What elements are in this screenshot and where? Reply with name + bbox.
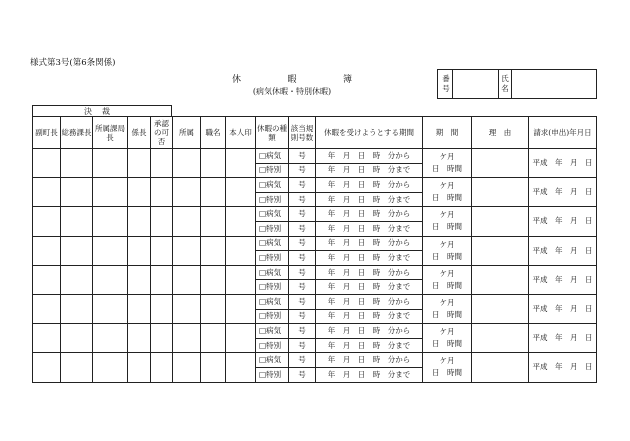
- duration-months: ケ月: [439, 268, 455, 278]
- name-label: 氏名: [501, 74, 509, 93]
- dept-head-cell[interactable]: [93, 265, 128, 294]
- seal-cell[interactable]: [226, 265, 256, 294]
- leave-register-table: [32, 116, 597, 383]
- table-row: [33, 236, 597, 251]
- period-to-cell[interactable]: 年 月 日 時 分まで: [316, 338, 423, 353]
- rule-number-cell[interactable]: 号: [289, 280, 316, 295]
- duration-days: 日 時間: [432, 310, 462, 320]
- special-leave-checkbox[interactable]: □特別: [256, 221, 289, 236]
- position-cell[interactable]: [201, 265, 226, 294]
- approval-cell[interactable]: [151, 353, 173, 382]
- period-from-cell[interactable]: 年 月 日 時 分から: [316, 236, 423, 251]
- header-reason: 理 由: [472, 117, 529, 149]
- section-chief-cell[interactable]: [128, 265, 151, 294]
- approval-cell[interactable]: [151, 324, 173, 353]
- seal-cell[interactable]: [226, 294, 256, 323]
- general-affairs-cell[interactable]: [61, 294, 93, 323]
- employee-id-box: [437, 69, 597, 99]
- vice-mayor-cell[interactable]: [33, 324, 61, 353]
- affiliation-cell[interactable]: [173, 353, 201, 382]
- general-affairs-cell[interactable]: [61, 236, 93, 265]
- affiliation-cell[interactable]: [173, 178, 201, 207]
- approval-header: 決裁: [32, 105, 172, 117]
- general-affairs-cell[interactable]: [61, 324, 93, 353]
- position-cell[interactable]: [201, 353, 226, 382]
- duration-cell[interactable]: [423, 265, 472, 294]
- seal-cell[interactable]: [226, 324, 256, 353]
- special-leave-checkbox[interactable]: □特別: [256, 192, 289, 207]
- dept-head-cell[interactable]: [93, 236, 128, 265]
- request-date-cell[interactable]: 平成 年 月 日: [529, 265, 597, 294]
- rule-number-cell[interactable]: 号: [289, 207, 316, 222]
- approval-cell[interactable]: [151, 149, 173, 178]
- special-leave-checkbox[interactable]: □特別: [256, 367, 289, 382]
- general-affairs-cell[interactable]: [61, 207, 93, 236]
- seal-cell[interactable]: [226, 236, 256, 265]
- general-affairs-cell[interactable]: [61, 265, 93, 294]
- vice-mayor-cell[interactable]: [33, 149, 61, 178]
- duration-months: ケ月: [439, 239, 455, 249]
- request-date-cell[interactable]: 平成 年 月 日: [529, 178, 597, 207]
- section-chief-cell[interactable]: [128, 324, 151, 353]
- title-char-2: 暇: [287, 75, 297, 85]
- vice-mayor-cell[interactable]: [33, 353, 61, 382]
- header-dept-head: 所属課局長: [93, 117, 128, 149]
- duration-months: ケ月: [439, 298, 455, 308]
- request-date-cell[interactable]: 平成 年 月 日: [529, 149, 597, 178]
- reason-cell[interactable]: [472, 265, 529, 294]
- request-date-cell[interactable]: 平成 年 月 日: [529, 324, 597, 353]
- rule-number-cell[interactable]: 号: [289, 265, 316, 280]
- duration-cell[interactable]: [423, 294, 472, 323]
- header-leave-type: 休暇の種類: [256, 117, 289, 149]
- duration-days: 日 時間: [432, 339, 462, 349]
- affiliation-cell[interactable]: [173, 236, 201, 265]
- dept-head-cell[interactable]: [93, 178, 128, 207]
- table-row: [33, 178, 597, 193]
- vice-mayor-cell[interactable]: [33, 178, 61, 207]
- header-seal: 本人印: [226, 117, 256, 149]
- duration-cell[interactable]: [423, 178, 472, 207]
- affiliation-cell[interactable]: [173, 324, 201, 353]
- sick-leave-checkbox[interactable]: □病気: [256, 324, 289, 339]
- duration-days: 日 時間: [432, 368, 462, 378]
- affiliation-cell[interactable]: [173, 265, 201, 294]
- general-affairs-cell[interactable]: [61, 353, 93, 382]
- reason-cell[interactable]: [472, 149, 529, 178]
- reason-cell[interactable]: [472, 324, 529, 353]
- table-row: [33, 265, 597, 280]
- period-to-cell[interactable]: 年 月 日 時 分まで: [316, 251, 423, 266]
- duration-cell[interactable]: [423, 149, 472, 178]
- title-char-3: 簿: [342, 75, 352, 85]
- duration-cell[interactable]: [423, 353, 472, 382]
- position-cell[interactable]: [201, 294, 226, 323]
- title-char-1: 休: [232, 75, 242, 85]
- duration-months: ケ月: [439, 356, 455, 366]
- request-date-cell[interactable]: 平成 年 月 日: [529, 236, 597, 265]
- reason-cell[interactable]: [472, 178, 529, 207]
- reason-cell[interactable]: [472, 207, 529, 236]
- rule-number-cell[interactable]: 号: [289, 353, 316, 368]
- header-rule: 該当規則号数: [289, 117, 316, 149]
- number-label: 番号: [442, 74, 450, 93]
- header-request-date: 請求(申出)年月日: [529, 117, 597, 149]
- dept-head-cell[interactable]: [93, 324, 128, 353]
- request-date-cell[interactable]: 平成 年 月 日: [529, 353, 597, 382]
- sick-leave-checkbox[interactable]: □病気: [256, 236, 289, 251]
- approval-cell[interactable]: [151, 236, 173, 265]
- reason-cell[interactable]: [472, 236, 529, 265]
- affiliation-cell[interactable]: [173, 207, 201, 236]
- seal-cell[interactable]: [226, 207, 256, 236]
- position-cell[interactable]: [201, 207, 226, 236]
- rule-number-cell[interactable]: 号: [289, 309, 316, 324]
- sick-leave-checkbox[interactable]: □病気: [256, 294, 289, 309]
- approval-cell[interactable]: [151, 178, 173, 207]
- section-chief-cell[interactable]: [128, 149, 151, 178]
- header-general-affairs: 総務課長: [61, 117, 93, 149]
- duration-days: 日 時間: [432, 193, 462, 203]
- duration-days: 日 時間: [432, 164, 462, 174]
- rule-number-cell[interactable]: 号: [289, 192, 316, 207]
- period-from-cell[interactable]: 年 月 日 時 分から: [316, 324, 423, 339]
- affiliation-cell[interactable]: [173, 149, 201, 178]
- request-date-cell[interactable]: 平成 年 月 日: [529, 294, 597, 323]
- dept-head-cell[interactable]: [93, 353, 128, 382]
- special-leave-checkbox[interactable]: □特別: [256, 251, 289, 266]
- duration-months: ケ月: [439, 210, 455, 220]
- table-row: [33, 294, 597, 309]
- header-position: 職名: [201, 117, 226, 149]
- period-to-cell[interactable]: 年 月 日 時 分まで: [316, 280, 423, 295]
- period-to-cell[interactable]: 年 月 日 時 分まで: [316, 163, 423, 178]
- vice-mayor-cell[interactable]: [33, 236, 61, 265]
- header-section-chief: 係長: [128, 117, 151, 149]
- section-chief-cell[interactable]: [128, 178, 151, 207]
- period-from-cell[interactable]: 年 月 日 時 分から: [316, 294, 423, 309]
- position-cell[interactable]: [201, 236, 226, 265]
- duration-cell[interactable]: [423, 207, 472, 236]
- table-row: [33, 324, 597, 339]
- sick-leave-checkbox[interactable]: □病気: [256, 265, 289, 280]
- seal-cell[interactable]: [226, 178, 256, 207]
- position-cell[interactable]: [201, 178, 226, 207]
- table-row: [33, 353, 597, 368]
- general-affairs-cell[interactable]: [61, 178, 93, 207]
- seal-cell[interactable]: [226, 353, 256, 382]
- period-from-cell[interactable]: 年 月 日 時 分から: [316, 207, 423, 222]
- duration-cell[interactable]: [423, 236, 472, 265]
- register-title: [232, 72, 352, 85]
- header-row: [33, 117, 597, 149]
- rule-number-cell[interactable]: 号: [289, 236, 316, 251]
- header-affiliation: 所属: [173, 117, 201, 149]
- section-chief-cell[interactable]: [128, 353, 151, 382]
- duration-months: ケ月: [439, 181, 455, 191]
- dept-head-cell[interactable]: [93, 294, 128, 323]
- duration-days: 日 時間: [432, 222, 462, 232]
- duration-months: ケ月: [439, 152, 455, 162]
- position-cell[interactable]: [201, 149, 226, 178]
- period-from-cell[interactable]: 年 月 日 時 分から: [316, 353, 423, 368]
- period-from-cell[interactable]: 年 月 日 時 分から: [316, 149, 423, 164]
- header-duration: 期 間: [423, 117, 472, 149]
- form-number-label: 様式第3号(第6条関係): [30, 58, 116, 68]
- approval-cell[interactable]: [151, 294, 173, 323]
- period-to-cell[interactable]: 年 月 日 時 分まで: [316, 309, 423, 324]
- reason-cell[interactable]: [472, 294, 529, 323]
- position-cell[interactable]: [201, 324, 226, 353]
- sick-leave-checkbox[interactable]: □病気: [256, 207, 289, 222]
- dept-head-cell[interactable]: [93, 149, 128, 178]
- sick-leave-checkbox[interactable]: □病気: [256, 353, 289, 368]
- reason-cell[interactable]: [472, 353, 529, 382]
- special-leave-checkbox[interactable]: □特別: [256, 280, 289, 295]
- period-from-cell[interactable]: 年 月 日 時 分から: [316, 265, 423, 280]
- duration-cell[interactable]: [423, 324, 472, 353]
- dept-head-cell[interactable]: [93, 207, 128, 236]
- duration-days: 日 時間: [432, 251, 462, 261]
- seal-cell[interactable]: [226, 149, 256, 178]
- rule-number-cell[interactable]: 号: [289, 338, 316, 353]
- special-leave-checkbox[interactable]: □特別: [256, 309, 289, 324]
- rule-number-cell[interactable]: 号: [289, 163, 316, 178]
- sick-leave-checkbox[interactable]: □病気: [256, 149, 289, 164]
- rule-number-cell[interactable]: 号: [289, 178, 316, 193]
- affiliation-cell[interactable]: [173, 294, 201, 323]
- duration-months: ケ月: [439, 327, 455, 337]
- general-affairs-cell[interactable]: [61, 149, 93, 178]
- rule-number-cell[interactable]: 号: [289, 367, 316, 382]
- section-chief-cell[interactable]: [128, 236, 151, 265]
- table-row: [33, 149, 597, 164]
- period-to-cell[interactable]: 年 月 日 時 分まで: [316, 192, 423, 207]
- rule-number-cell[interactable]: 号: [289, 251, 316, 266]
- register-subtitle: (病気休暇・特別休暇): [252, 87, 332, 96]
- section-chief-cell[interactable]: [128, 207, 151, 236]
- header-approval: 承認の可否: [151, 117, 173, 149]
- header-vice-mayor: 副町長: [33, 117, 61, 149]
- vice-mayor-cell[interactable]: [33, 207, 61, 236]
- duration-days: 日 時間: [432, 280, 462, 290]
- rule-number-cell[interactable]: 号: [289, 324, 316, 339]
- vice-mayor-cell[interactable]: [33, 294, 61, 323]
- special-leave-checkbox[interactable]: □特別: [256, 338, 289, 353]
- period-to-cell[interactable]: 年 月 日 時 分まで: [316, 367, 423, 382]
- rule-number-cell[interactable]: 号: [289, 149, 316, 164]
- approval-cell[interactable]: [151, 265, 173, 294]
- rule-number-cell[interactable]: 号: [289, 294, 316, 309]
- table-row: [33, 207, 597, 222]
- period-to-cell[interactable]: 年 月 日 時 分まで: [316, 221, 423, 236]
- request-date-cell[interactable]: 平成 年 月 日: [529, 207, 597, 236]
- vice-mayor-cell[interactable]: [33, 265, 61, 294]
- sick-leave-checkbox[interactable]: □病気: [256, 178, 289, 193]
- rule-number-cell[interactable]: 号: [289, 221, 316, 236]
- approval-cell[interactable]: [151, 207, 173, 236]
- section-chief-cell[interactable]: [128, 294, 151, 323]
- period-from-cell[interactable]: 年 月 日 時 分から: [316, 178, 423, 193]
- special-leave-checkbox[interactable]: □特別: [256, 163, 289, 178]
- header-period-requested: 休暇を受けようとする期間: [316, 117, 423, 149]
